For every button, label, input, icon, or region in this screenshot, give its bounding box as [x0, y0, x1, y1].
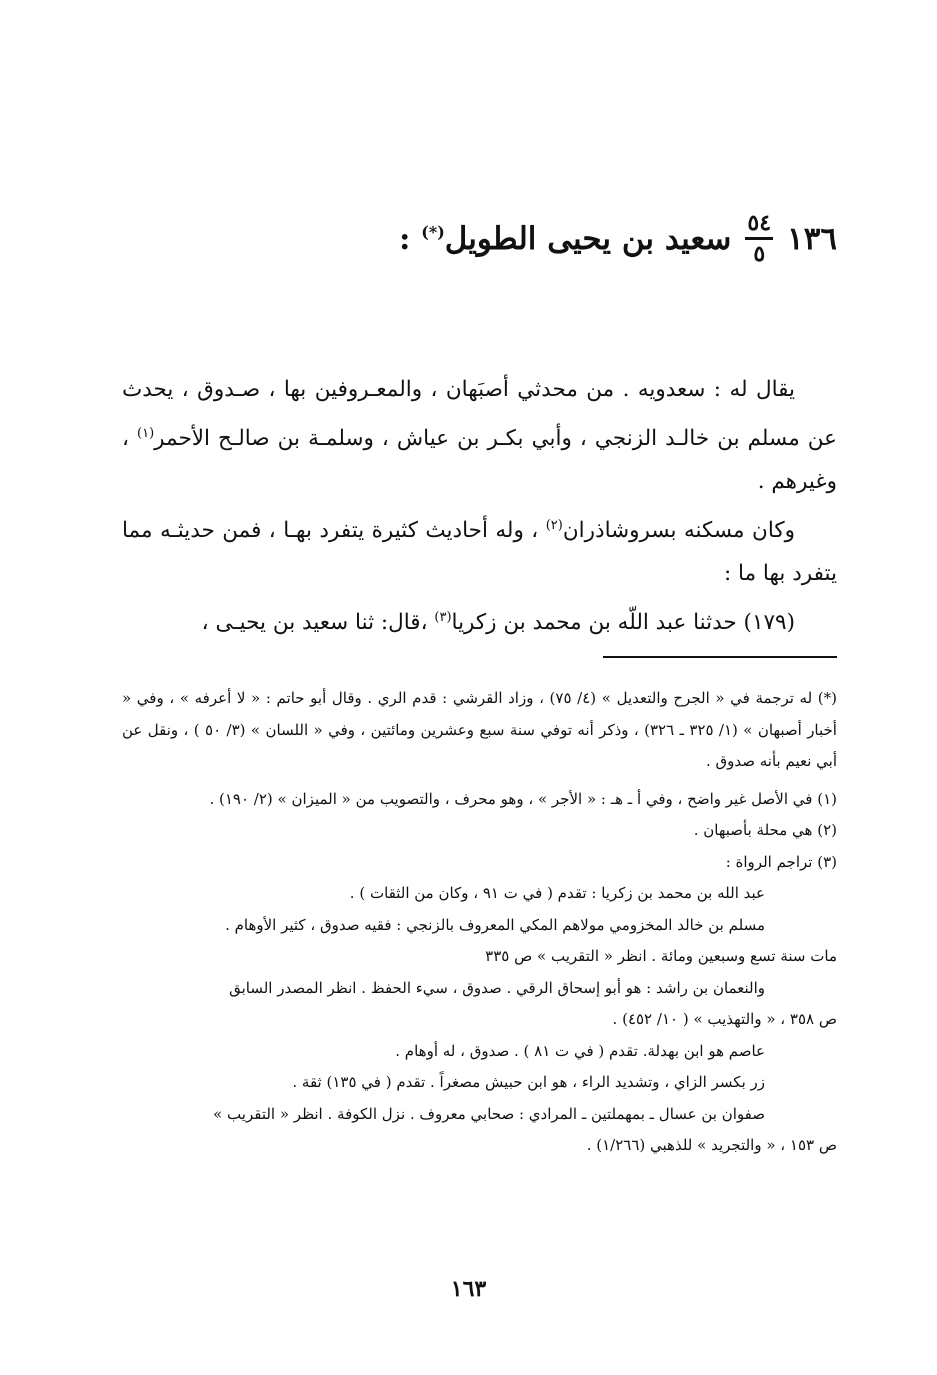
narrator-note-3-cont: ص ٣٥٨ ، « والتهذيب » ( ١٠/ ٤٥٢) .: [612, 1010, 837, 1028]
narrator-note-2-cont: مات سنة تسع وسبعين ومائة . انظر « التقريب » ص ٣٣٥: [485, 947, 837, 965]
paragraph-1: [122, 368, 837, 504]
narrator-note-6: صفوان بن عسال ـ بمهملتين ـ المرادي : صحابي معروف . نزل الكوفة . انظر « التقريب »: [213, 1104, 765, 1123]
narrator-name: سعيد بن يحيى الطويل: [444, 220, 732, 257]
entry-number: ١٣٦: [787, 220, 837, 257]
hadith-end: ،قال: ثنا سعيد بن يحيـى ،: [201, 609, 428, 635]
main-text: [122, 368, 837, 644]
footnote-separator: [603, 656, 837, 658]
narrator-note-4: عاصم هو ابن بهدلة. تقدم ( في ت ٨١ ) . صدوق ، له أوهام .: [395, 1041, 765, 1060]
paragraph-2: [122, 504, 837, 596]
footnote-2: (٢) هي محلة بأصبهان .: [693, 821, 837, 839]
paragraph-1-end: ، وغيرهم .: [122, 425, 837, 495]
footnotes: [122, 683, 837, 1162]
footnote-ref-1: (١): [137, 425, 155, 441]
footnote-ref-2: (٢): [545, 517, 563, 533]
volume-page-ref: [745, 212, 773, 265]
entry-title: [399, 221, 731, 257]
narrator-note-6-cont: ص ١٥٣ ، « والتجريد » للذهبي (١/٢٦٦) .: [586, 1136, 837, 1154]
paragraph-2-end: ، وله أحاديث كثيرة يتفرد بهـا ، فمن حديثـه مما يتفرد بها ما :: [122, 517, 837, 587]
paragraph-2-text: وكان مسكنه بسروشاذران: [562, 517, 795, 543]
footnote-star: (*) له ترجمة في « الجرح والتعديل » (٤/ ٧٥) ، وزاد القرشي : قدم الري . وقال أبو حاتم : « لا أعرفه » ، وفي « أخبار أصبهان » (١/ ٣٢٥ ـ ٣٢٦) ، وذكر أنه توفي سنة سبع وعشرين ومائتين ، وفي « اللسان » (٣/ ٥٠ ) ، ونقل عن أبي نعيم بأنه صدوق .: [122, 689, 837, 770]
entry-heading: [399, 212, 837, 265]
heading-colon: :: [399, 220, 411, 257]
hadith-paragraph: [122, 596, 837, 645]
star-note-mark: (*): [421, 222, 445, 242]
paragraph-1-text: يقال له : سعدويه . من محدثي أصبَهان ، والمعـروفين بها ، صـدوق ، يحدث عن مسلم بن خالـد الزنجي ، وأبي بكـر بن عياش ، وسلمـة بن صالـح الأحمر: [122, 377, 837, 451]
narrator-note-3: والنعمان بن راشد : هو أبو إسحاق الرقي . صدوق ، سيء الحفظ . انظر المصدر السابق: [229, 978, 765, 997]
narrator-note-2: مسلم بن خالد المخزومي مولاهم المكي المعروف بالزنجي : فقيه صدوق ، كثير الأوهام .: [225, 915, 765, 934]
footnote-3: (٣) تراجم الرواة :: [725, 852, 837, 871]
footnote-ref-3: (٣): [434, 609, 452, 625]
fraction-bottom: ٥: [753, 241, 766, 267]
footnote-1: (١) في الأصل غير واضح ، وفي أ ـ هـ : « الأجر » ، وهو محرف ، والتصويب من « الميزان » (٢/ ١٩٠) .: [209, 789, 837, 808]
page-number: ١٦٣: [450, 1276, 487, 1302]
narrator-note-5: زر بكسر الزاي ، وتشديد الراء ، هو ابن حبيش مصغراً . تقدم ( في ١٣٥) ثقة .: [292, 1073, 765, 1091]
narrator-note-1: عبد الله بن محمد بن زكريا : تقدم ( في ت ٩١ ، وكان من الثقات ) .: [349, 884, 765, 902]
hadith-text: (١٧٩) حدثنا عبد اللّه بن محمد بن زكريا: [451, 609, 795, 635]
fraction-top: ٥٤: [745, 212, 773, 240]
